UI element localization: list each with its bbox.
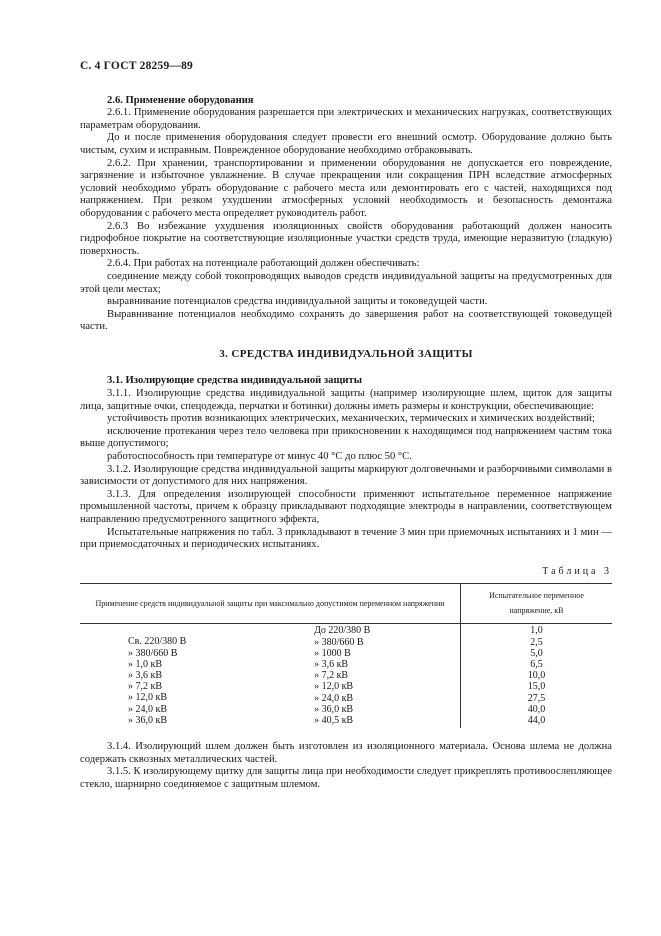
table-cell: » 40,5 кВ	[314, 714, 354, 726]
table-cell: » 24,0 кВ	[314, 692, 354, 704]
paragraph: 2.6.3 Во избежание ухудшения изоляционных свойств оборудования работающий должен наносить гидрофобное покрытие на соответствующие изоляционные участки средств труда, имеющие неразвитую (гладкую) поверхность.	[80, 220, 612, 257]
table-cell: » 380/660 В	[128, 647, 178, 659]
table-cell: 15,0	[527, 681, 546, 693]
table-cell: 6,5	[530, 658, 543, 670]
table-cell: » 12,0 кВ	[314, 681, 354, 693]
document-page	[80, 60, 612, 791]
paragraph: устойчивость против возникающих электрических, механических, термических и химических воздействий;	[107, 413, 595, 425]
section-3-title: 3. СРЕДСТВА ИНДИВИДУАЛЬНОЙ ЗАЩИТЫ	[219, 347, 473, 360]
table-cell: » 24,0 кВ	[128, 703, 168, 715]
paragraph: 3.1.5. К изолирующему щитку для защиты лица при необходимости следует прикреплять противоослепляющее стекло, шарнирно соединяемое с защитным шлемом.	[80, 766, 612, 790]
table-cell: » 7,2 кВ	[128, 681, 163, 693]
paragraph: 3.1.1. Изолирующие средства индивидуальной защиты (например изолирующие шлем, щиток для защиты лица, защитные очки, спецодежда, перчатки и ботинки) должны иметь размеры и конструкции, обеспечивающие:	[80, 388, 612, 412]
section-3-1-body	[80, 388, 612, 552]
table-col-test-voltage	[461, 624, 613, 728]
paragraph: 3.1.4. Изолирующий шлем должен быть изготовлен из изоляционного материала. Основа шлема не должна содержать сквозных металлических частей.	[80, 741, 612, 765]
table-head-application: Применение средств индивидуальной защиты при максимально допустимом переменном напряжении	[80, 584, 461, 624]
table-col-above	[80, 624, 266, 728]
paragraph: Выравнивание потенциалов необходимо сохранять до завершения работ на соответствующей токоведущей части.	[80, 308, 612, 333]
table-col-upto	[266, 624, 460, 728]
paragraph: 3.1.2. Изолирующие средства индивидуальной защиты маркируют долговечными и разборчивыми символами в зависимости от допустимого для них напряжения.	[80, 463, 612, 488]
table-cell: 2,5	[530, 636, 543, 648]
table-head-test-voltage: Испытательное переменное напряжение, кВ	[461, 584, 613, 624]
paragraph: 2.6.2. При хранении, транспортировании и применении оборудования не допускается его повреждение, загрязнение и избыточное увлажнение. В случае прекращения или сокращения ПРН вследствие атмосферных условий необходимо убрать оборудование с рабочего места или демонтировать его с частей, находящихся под напряжением. При резком ухудшении атмосферных условий необходимость и безопасность демонтажа оборудования с рабочего места определяет руководитель работ.	[80, 157, 612, 219]
paragraph: соединение между собой токопроводящих выводов средств индивидуальной защиты на предусмотренных для этой цели местах;	[80, 270, 612, 295]
paragraph: исключение протекания через тело человека при прикосновении к находящимся под напряжением частям тока выше допустимого;	[80, 425, 612, 450]
paragraph: До и после применения оборудования следует провести его внешний осмотр. Оборудование должно быть чистым, сухим и исправным. Поврежденное оборудование необходимо отбраковывать.	[80, 132, 612, 156]
table-cell: » 3,6 кВ	[314, 658, 349, 670]
table-cell: » 36,0 кВ	[314, 703, 354, 715]
table-cell: 1,0	[530, 625, 543, 637]
table-cell: » 36,0 кВ	[128, 714, 168, 726]
section-3-1-body-continued	[80, 741, 612, 791]
paragraph: 2.6.4. При работах на потенциале работающий должен обеспечивать:	[107, 258, 420, 270]
table-cell: » 380/660 В	[314, 636, 364, 648]
table-cell: » 1,0 кВ	[128, 658, 163, 670]
table-cell: » 7,2 кВ	[314, 670, 349, 682]
page-header: С. 4 ГОСТ 28259—89	[80, 60, 193, 72]
paragraph: работоспособность при температуре от минус 40 °С до плюс 50 °С.	[107, 451, 412, 463]
table-cell: » 3,6 кВ	[128, 669, 163, 681]
table-cell: » 1000 В	[314, 647, 351, 659]
table-cell: 44,0	[527, 714, 546, 726]
table-cell: Св. 220/380 В	[128, 636, 187, 648]
paragraph: 2.6.1. Применение оборудования разрешается при электрических и механических нагрузках, соответствующих параметрам оборудования.	[80, 107, 612, 131]
table-cell: До 220/380 В	[314, 625, 371, 637]
table-caption: Таблица 3	[542, 565, 612, 577]
table-cell: 10,0	[527, 670, 546, 682]
section-2-6-body	[80, 107, 612, 334]
paragraph: 3.1.3. Для определения изолирующей способности применяют испытательное переменное напряжение промышленной частоты, причем к образцу прикладывают подходящие электроды в направлении, соответствующем направлению предусмотренного защитного эффекта,	[80, 488, 612, 525]
table-cell: 40,0	[527, 703, 546, 715]
table-cell: 5,0	[530, 647, 543, 659]
section-2-6-title: 2.6. Применение оборудования	[107, 94, 254, 106]
section-3-1-title: 3.1. Изолирующие средства индивидуальной защиты	[107, 375, 362, 387]
table-cell: 27,5	[527, 692, 546, 704]
paragraph: Испытательные напряжения по табл. 3 прикладывают в течение 3 мин при приемочных испытаниях и 1 мин — при приемосдаточных и периодических испытаниях.	[80, 526, 612, 551]
paragraph: выравнивание потенциалов средства индивидуальной защиты и токоведущей части.	[107, 296, 488, 308]
voltage-table	[80, 583, 612, 728]
table-cell: » 12,0 кВ	[128, 692, 168, 704]
